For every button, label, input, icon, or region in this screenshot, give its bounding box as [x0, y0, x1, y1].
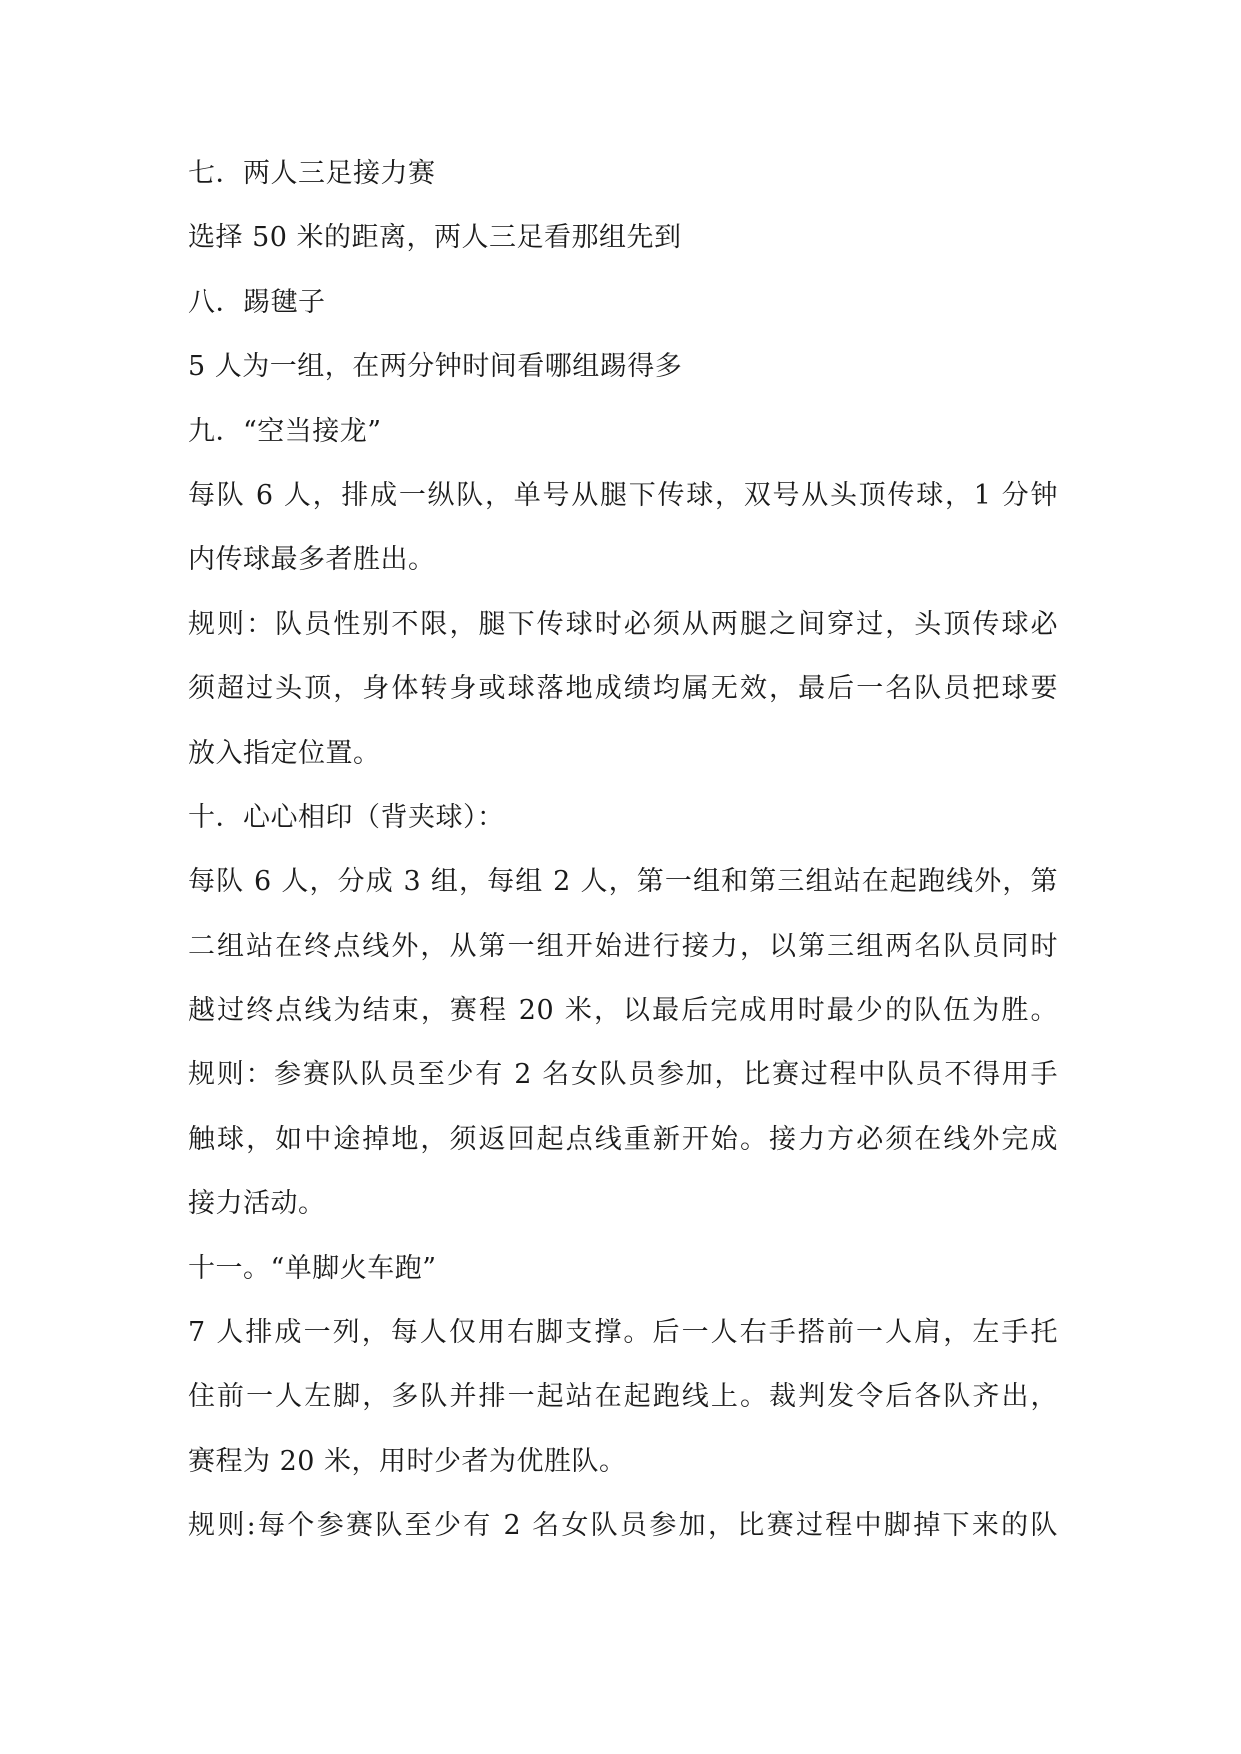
- paragraph-line: 住前一人左脚，多队并排一起站在起跑线上。裁判发令后各队齐出，: [188, 1381, 1058, 1413]
- paragraph-line: 赛程为 20 米，用时少者为优胜队。: [188, 1445, 627, 1477]
- rule-line: 规则：参赛队队员至少有 2 名女队员参加，比赛过程中队员不得用手: [188, 1059, 1058, 1091]
- rule-line: 放入指定位置。: [188, 737, 381, 769]
- section-heading-9: 九．“空当接龙”: [188, 415, 382, 447]
- paragraph-line: 内传球最多者胜出。: [188, 544, 436, 576]
- section-heading-8: 八．踢毽子: [188, 286, 326, 318]
- paragraph-line: 每队 6 人，排成一纵队，单号从腿下传球，双号从头顶传球，1 分钟: [188, 479, 1058, 511]
- paragraph-line: 5 人为一组，在两分钟时间看哪组踢得多: [188, 351, 683, 383]
- rule-line: 规则：队员性别不限，腿下传球时必须从两腿之间穿过，头顶传球必: [188, 608, 1058, 640]
- paragraph-line: 二组站在终点线外，从第一组开始进行接力，以第三组两名队员同时: [188, 930, 1058, 962]
- rule-line: 规则:每个参赛队至少有 2 名女队员参加，比赛过程中脚掉下来的队: [188, 1510, 1058, 1542]
- rule-line: 须超过头顶，身体转身或球落地成绩均属无效，最后一名队员把球要: [188, 673, 1058, 705]
- paragraph-line: 选择 50 米的距离，两人三足看那组先到: [188, 222, 682, 254]
- paragraph-line: 每队 6 人，分成 3 组，每组 2 人，第一组和第三组站在起跑线外，第: [188, 866, 1058, 898]
- document-body: [188, 158, 1058, 1575]
- paragraph-line: 越过终点线为结束，赛程 20 米，以最后完成用时最少的队伍为胜。: [188, 995, 1058, 1027]
- rule-line: 接力活动。: [188, 1188, 326, 1220]
- section-heading-11: 十一。“单脚火车跑”: [188, 1252, 437, 1284]
- rule-line: 触球，如中途掉地，须返回起点线重新开始。接力方必须在线外完成: [188, 1123, 1058, 1155]
- section-heading-7: 七．两人三足接力赛: [188, 158, 436, 189]
- section-heading-10: 十．心心相印（背夹球）：: [188, 801, 505, 833]
- paragraph-line: 7 人排成一列，每人仅用右脚支撑。后一人右手搭前一人肩，左手托: [188, 1317, 1058, 1349]
